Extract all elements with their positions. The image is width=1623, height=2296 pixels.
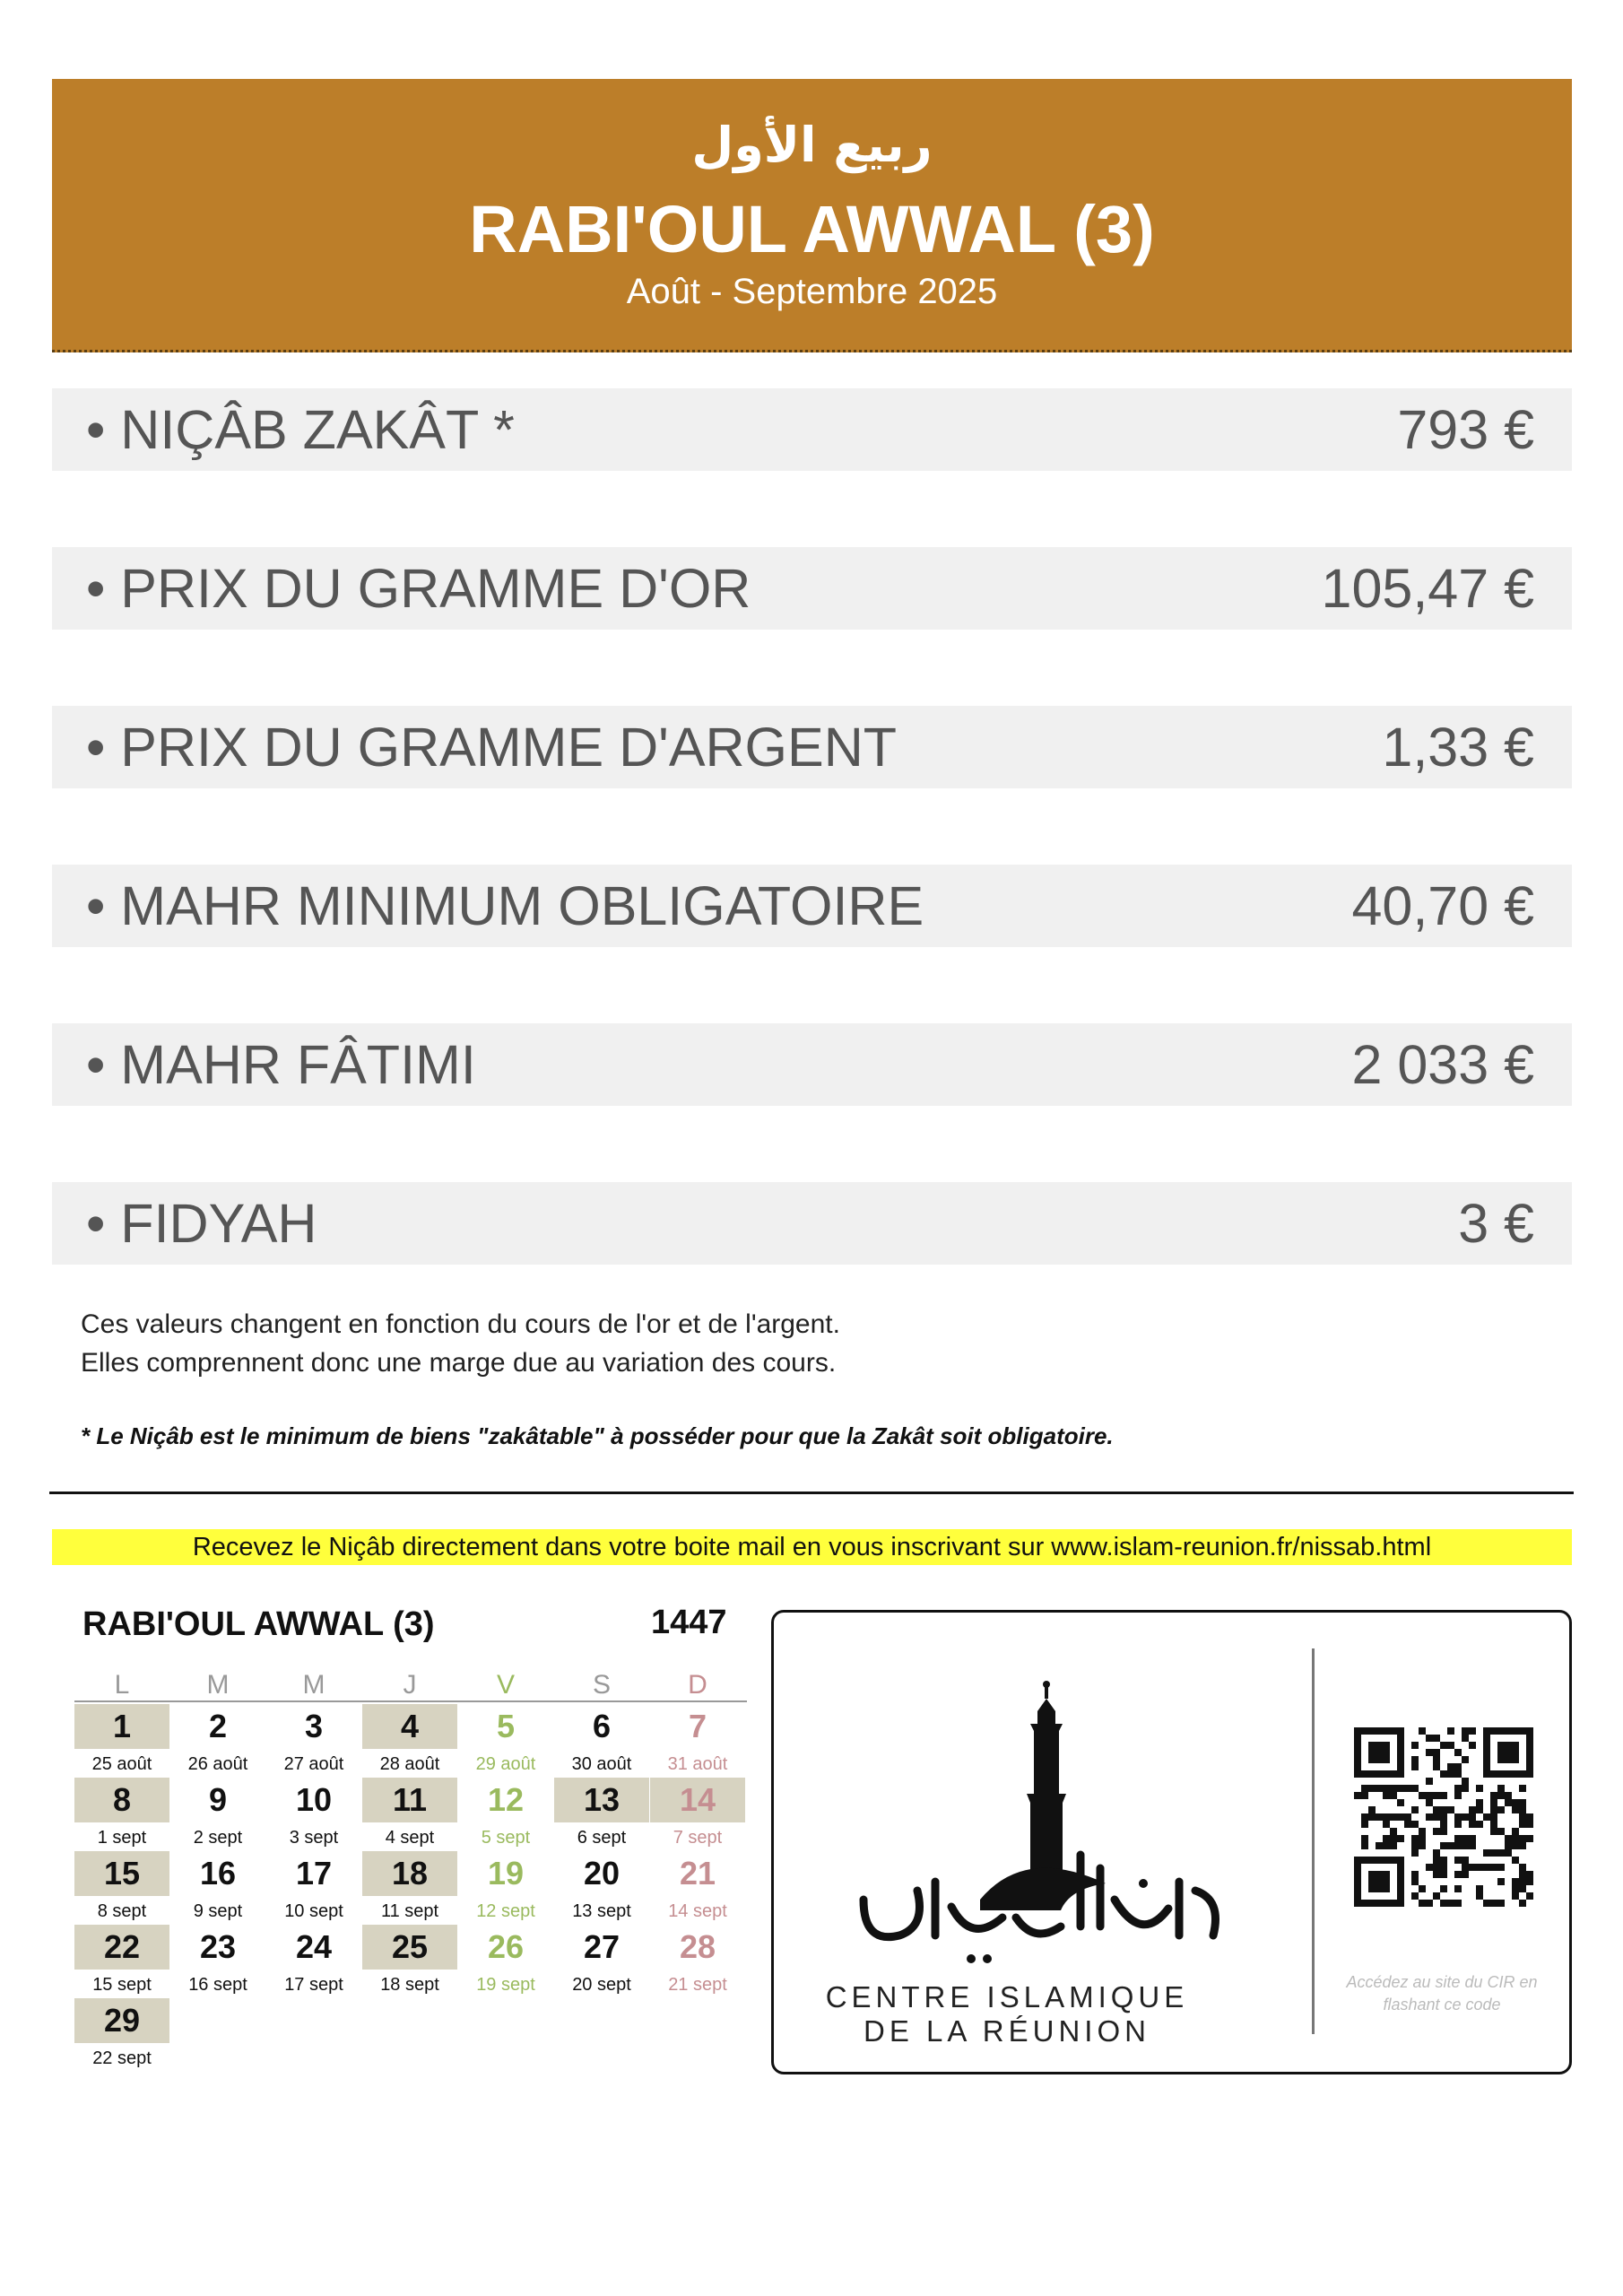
value-label: • PRIX DU GRAMME D'ARGENT (86, 717, 898, 778)
hijri-day-number: 29 (74, 1998, 169, 2043)
gregorian-date: 3 sept (289, 1828, 339, 1848)
weekday-label: D (688, 1670, 707, 1700)
hijri-day-number: 14 (650, 1778, 745, 1822)
gregorian-date: 15 sept (92, 1975, 152, 1995)
calendar-day (170, 1925, 265, 1998)
hijri-day-number: 17 (295, 1855, 333, 1892)
qr-caption: Accédez au site du CIR en flashant ce code (1346, 1973, 1538, 2013)
calendar-day (650, 1925, 745, 1998)
card-divider (1312, 1648, 1315, 2034)
value-amount: 40,70 € (1351, 875, 1534, 936)
hijri-day-number: 22 (74, 1925, 169, 1970)
value-label: • FIDYAH (86, 1193, 317, 1254)
calendar-day (266, 1925, 361, 1998)
gregorian-date: 9 sept (193, 1901, 243, 1921)
hijri-day-number: 21 (679, 1855, 716, 1892)
calendar-day (458, 1704, 553, 1778)
hijri-day-number: 1 (74, 1704, 169, 1749)
weekday-label: J (403, 1670, 417, 1700)
gregorian-date: 28 août (379, 1754, 440, 1774)
calendar-day (362, 1704, 457, 1778)
calendar-day (554, 1704, 649, 1778)
value-amount: 2 033 € (1351, 1034, 1534, 1095)
value-amount: 793 € (1397, 399, 1534, 460)
gregorian-date: 27 août (283, 1754, 344, 1774)
mosque-logo (846, 1675, 1240, 1980)
value-label: • MAHR MINIMUM OBLIGATOIRE (86, 875, 924, 936)
gregorian-date: 31 août (667, 1754, 728, 1774)
gregorian-date: 10 sept (284, 1901, 343, 1921)
weekday-label: S (592, 1670, 611, 1700)
gregorian-date: 18 sept (380, 1975, 439, 1995)
calendar-day (74, 1704, 169, 1778)
hijri-day-number: 20 (583, 1855, 621, 1892)
value-row-gold (52, 547, 1572, 630)
calendar-day (74, 1925, 169, 1998)
hijri-day-number: 13 (554, 1778, 649, 1822)
hijri-day-number: 9 (208, 1781, 228, 1818)
organization-name-line1: CENTRE ISLAMIQUE (825, 1980, 1189, 2013)
value-amount: 105,47 € (1321, 558, 1534, 619)
gregorian-date: 1 sept (97, 1828, 147, 1848)
calendar-day (170, 1778, 265, 1851)
value-row-silver (52, 706, 1572, 788)
gregorian-date: 6 sept (577, 1828, 627, 1848)
gregorian-date: 4 sept (385, 1828, 435, 1848)
hijri-day-number: 25 (362, 1925, 457, 1970)
hijri-day-number: 24 (295, 1928, 333, 1965)
hijri-day-number: 15 (74, 1851, 169, 1896)
value-amount: 3 € (1458, 1193, 1534, 1254)
hijri-day-number: 16 (199, 1855, 237, 1892)
hijri-day-number: 3 (304, 1708, 324, 1744)
calendar-day (362, 1851, 457, 1925)
gregorian-date: 21 sept (668, 1975, 727, 1995)
gregorian-date: 12 sept (476, 1901, 535, 1921)
value-label: • NIÇÂB ZAKÂT * (86, 399, 515, 460)
calendar-weekdays (74, 1670, 747, 1702)
calendar-day (554, 1925, 649, 1998)
divider (49, 1492, 1574, 1494)
value-row-nicab (52, 388, 1572, 471)
gregorian-date: 25 août (91, 1754, 152, 1774)
hijri-day-number: 5 (496, 1708, 516, 1744)
calendar-year: 1447 (651, 1604, 727, 1641)
weekday-label: M (302, 1670, 325, 1700)
page-subtitle: Août - Septembre 2025 (626, 272, 998, 311)
arabic-month-title: ربيع الأول (691, 117, 933, 173)
calendar-day (266, 1704, 361, 1778)
gregorian-date: 5 sept (481, 1828, 531, 1848)
calendar-day (458, 1925, 553, 1998)
gregorian-date: 14 sept (668, 1901, 727, 1921)
value-amount: 1,33 € (1382, 717, 1534, 778)
organization-card (771, 1610, 1572, 2074)
calendar-day (74, 1851, 169, 1925)
gregorian-date: 11 sept (380, 1901, 439, 1921)
hijri-day-number: 11 (362, 1778, 457, 1822)
calendar-day (74, 1778, 169, 1851)
calendar-day (650, 1851, 745, 1925)
gregorian-date: 16 sept (188, 1975, 247, 1995)
calendar-day (650, 1704, 745, 1778)
qr-code-icon[interactable] (1354, 1727, 1533, 1907)
hijri-day-number: 6 (592, 1708, 612, 1744)
gregorian-date: 17 sept (284, 1975, 343, 1995)
gregorian-date: 8 sept (97, 1901, 147, 1921)
calendar-day (650, 1778, 745, 1851)
calendar-day (458, 1851, 553, 1925)
hijri-day-number: 2 (208, 1708, 228, 1744)
calendar-day (362, 1778, 457, 1851)
gregorian-date: 29 août (475, 1754, 536, 1774)
weekday-label: L (114, 1670, 130, 1700)
page-title: RABI'OUL AWWAL (3) (469, 192, 1155, 266)
gregorian-date: 7 sept (673, 1828, 723, 1848)
hijri-day-number: 10 (295, 1781, 333, 1818)
gregorian-date: 30 août (571, 1754, 632, 1774)
calendar-day (554, 1778, 649, 1851)
value-row-mahr-min (52, 865, 1572, 947)
hijri-day-number: 4 (362, 1704, 457, 1749)
calendar-day (554, 1851, 649, 1925)
hijri-day-number: 27 (583, 1928, 621, 1965)
hijri-day-number: 23 (199, 1928, 237, 1965)
footnote: * Le Niçâb est le minimum de biens "zakâtable" à posséder pour que la Zakât soit obligatoire. (81, 1422, 1114, 1449)
calendar-title: RABI'OUL AWWAL (3) (82, 1605, 435, 1643)
hijri-day-number: 19 (487, 1855, 525, 1892)
gregorian-date: 13 sept (572, 1901, 631, 1921)
weekday-label: M (206, 1670, 230, 1700)
organization-name-line2: DE LA RÉUNION (864, 2014, 1150, 2048)
gregorian-date: 22 sept (92, 2048, 152, 2068)
gregorian-date: 20 sept (572, 1975, 631, 1995)
value-row-fidyah (52, 1182, 1572, 1265)
value-label: • MAHR FÂTIMI (86, 1034, 476, 1095)
header-banner (52, 79, 1572, 352)
calendar-day (458, 1778, 553, 1851)
values-list (52, 388, 1572, 1341)
weekday-label: V (496, 1670, 515, 1700)
value-label: • PRIX DU GRAMME D'OR (86, 558, 751, 619)
newsletter-banner: Recevez le Niçâb directement dans votre boite mail en vous inscrivant sur www.islam-reunion.fr/nissab.html (52, 1529, 1572, 1565)
calendar-day (170, 1704, 265, 1778)
hijri-day-number: 18 (362, 1851, 457, 1896)
calendar-day (74, 1998, 169, 2072)
value-row-mahr-fatimi (52, 1023, 1572, 1106)
hijri-day-number: 28 (679, 1928, 716, 1965)
explanatory-note (81, 1305, 840, 1382)
note-line: Elles comprennent donc une marge due au variation des cours. (81, 1348, 837, 1378)
hijri-day-number: 8 (74, 1778, 169, 1822)
note-line: Ces valeurs changent en fonction du cours de l'or et de l'argent. (81, 1309, 840, 1339)
hijri-day-number: 12 (487, 1781, 525, 1818)
gregorian-date: 2 sept (193, 1828, 243, 1848)
hijri-day-number: 26 (487, 1928, 525, 1965)
hijri-day-number: 7 (688, 1708, 707, 1744)
gregorian-date: 19 sept (476, 1975, 535, 1995)
calendar-day (170, 1851, 265, 1925)
calendar-day (266, 1778, 361, 1851)
gregorian-date: 26 août (187, 1754, 248, 1774)
calendar-day (266, 1851, 361, 1925)
calendar-day (362, 1925, 457, 1998)
